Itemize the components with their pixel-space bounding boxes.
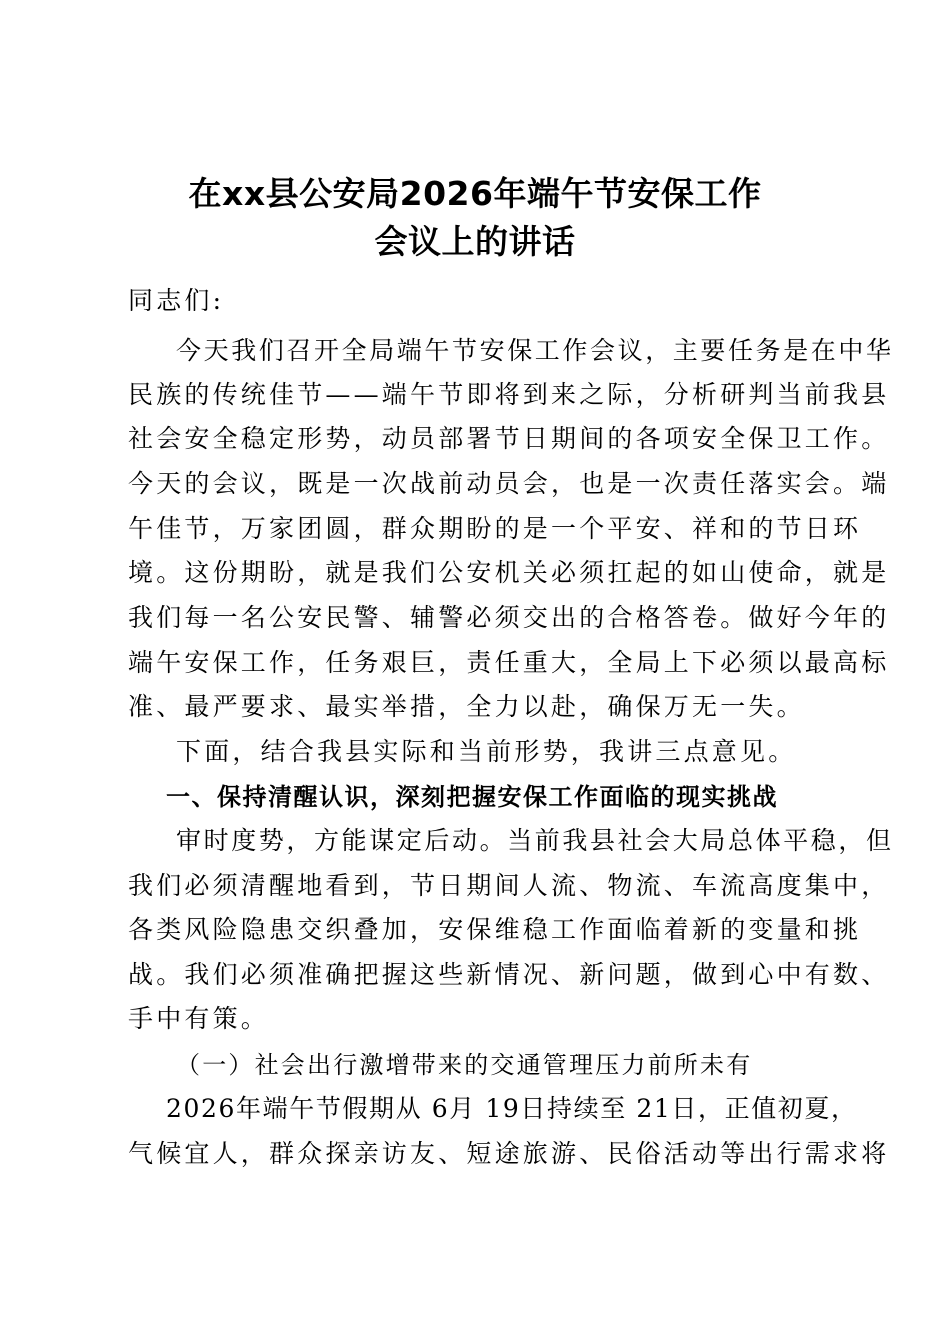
paragraph-line: 民族的传统佳节——端午节即将到来之际，分析研判当前我县: [128, 380, 890, 409]
transition-line: 下面，结合我县实际和当前形势，我讲三点意见。: [176, 737, 797, 766]
paragraph-line: 2026年端午节假期从 6月 19日持续至 21日，正值初夏，: [166, 1094, 858, 1123]
section-heading-1: 一、保持清醒认识，深刻把握安保工作面临的现实挑战: [166, 783, 778, 811]
document-title-line-1: 在xx县公安局2026年端午节安保工作: [188, 174, 762, 213]
paragraph-line: 今天的会议，既是一次战前动员会，也是一次责任落实会。端: [128, 469, 890, 498]
paragraph-line: 我们必须清醒地看到，节日期间人流、物流、车流高度集中，: [128, 871, 890, 900]
paragraph-line: 手中有策。: [128, 1004, 270, 1033]
paragraph-line: 我们每一名公安民警、辅警必须交出的合格答卷。做好今年的: [128, 603, 890, 632]
document-title-line-2: 会议上的讲话: [374, 222, 576, 261]
paragraph-line: 境。这份期盼，就是我们公安机关必须扛起的如山使命，就是: [128, 558, 890, 587]
paragraph-line: 准、最严要求、最实举措，全力以赴，确保万无一失。: [128, 692, 805, 721]
subsection-heading-1: （一）社会出行激增带来的交通管理压力前所未有: [176, 1051, 753, 1079]
paragraph-line: 战。我们必须准确把握这些新情况、新问题，做到心中有数、: [128, 960, 890, 989]
salutation: 同志们:: [128, 286, 225, 315]
paragraph-line: 各类风险隐患交织叠加，安保维稳工作面临着新的变量和挑: [128, 915, 862, 944]
paragraph-line: 今天我们召开全局端午节安保工作会议，主要任务是在中华: [176, 336, 894, 365]
paragraph-line: 气候宜人，群众探亲访友、短途旅游、民俗活动等出行需求将: [128, 1139, 890, 1168]
paragraph-line: 午佳节，万家团圆，群众期盼的是一个平安、祥和的节日环: [128, 514, 862, 543]
paragraph-line: 社会安全稳定形势，动员部署节日期间的各项安全保卫工作。: [128, 424, 890, 453]
paragraph-line: 端午安保工作，任务艰巨，责任重大，全局上下必须以最高标: [128, 648, 890, 677]
paragraph-line: 审时度势，方能谋定后动。当前我县社会大局总体平稳，但: [176, 826, 894, 855]
